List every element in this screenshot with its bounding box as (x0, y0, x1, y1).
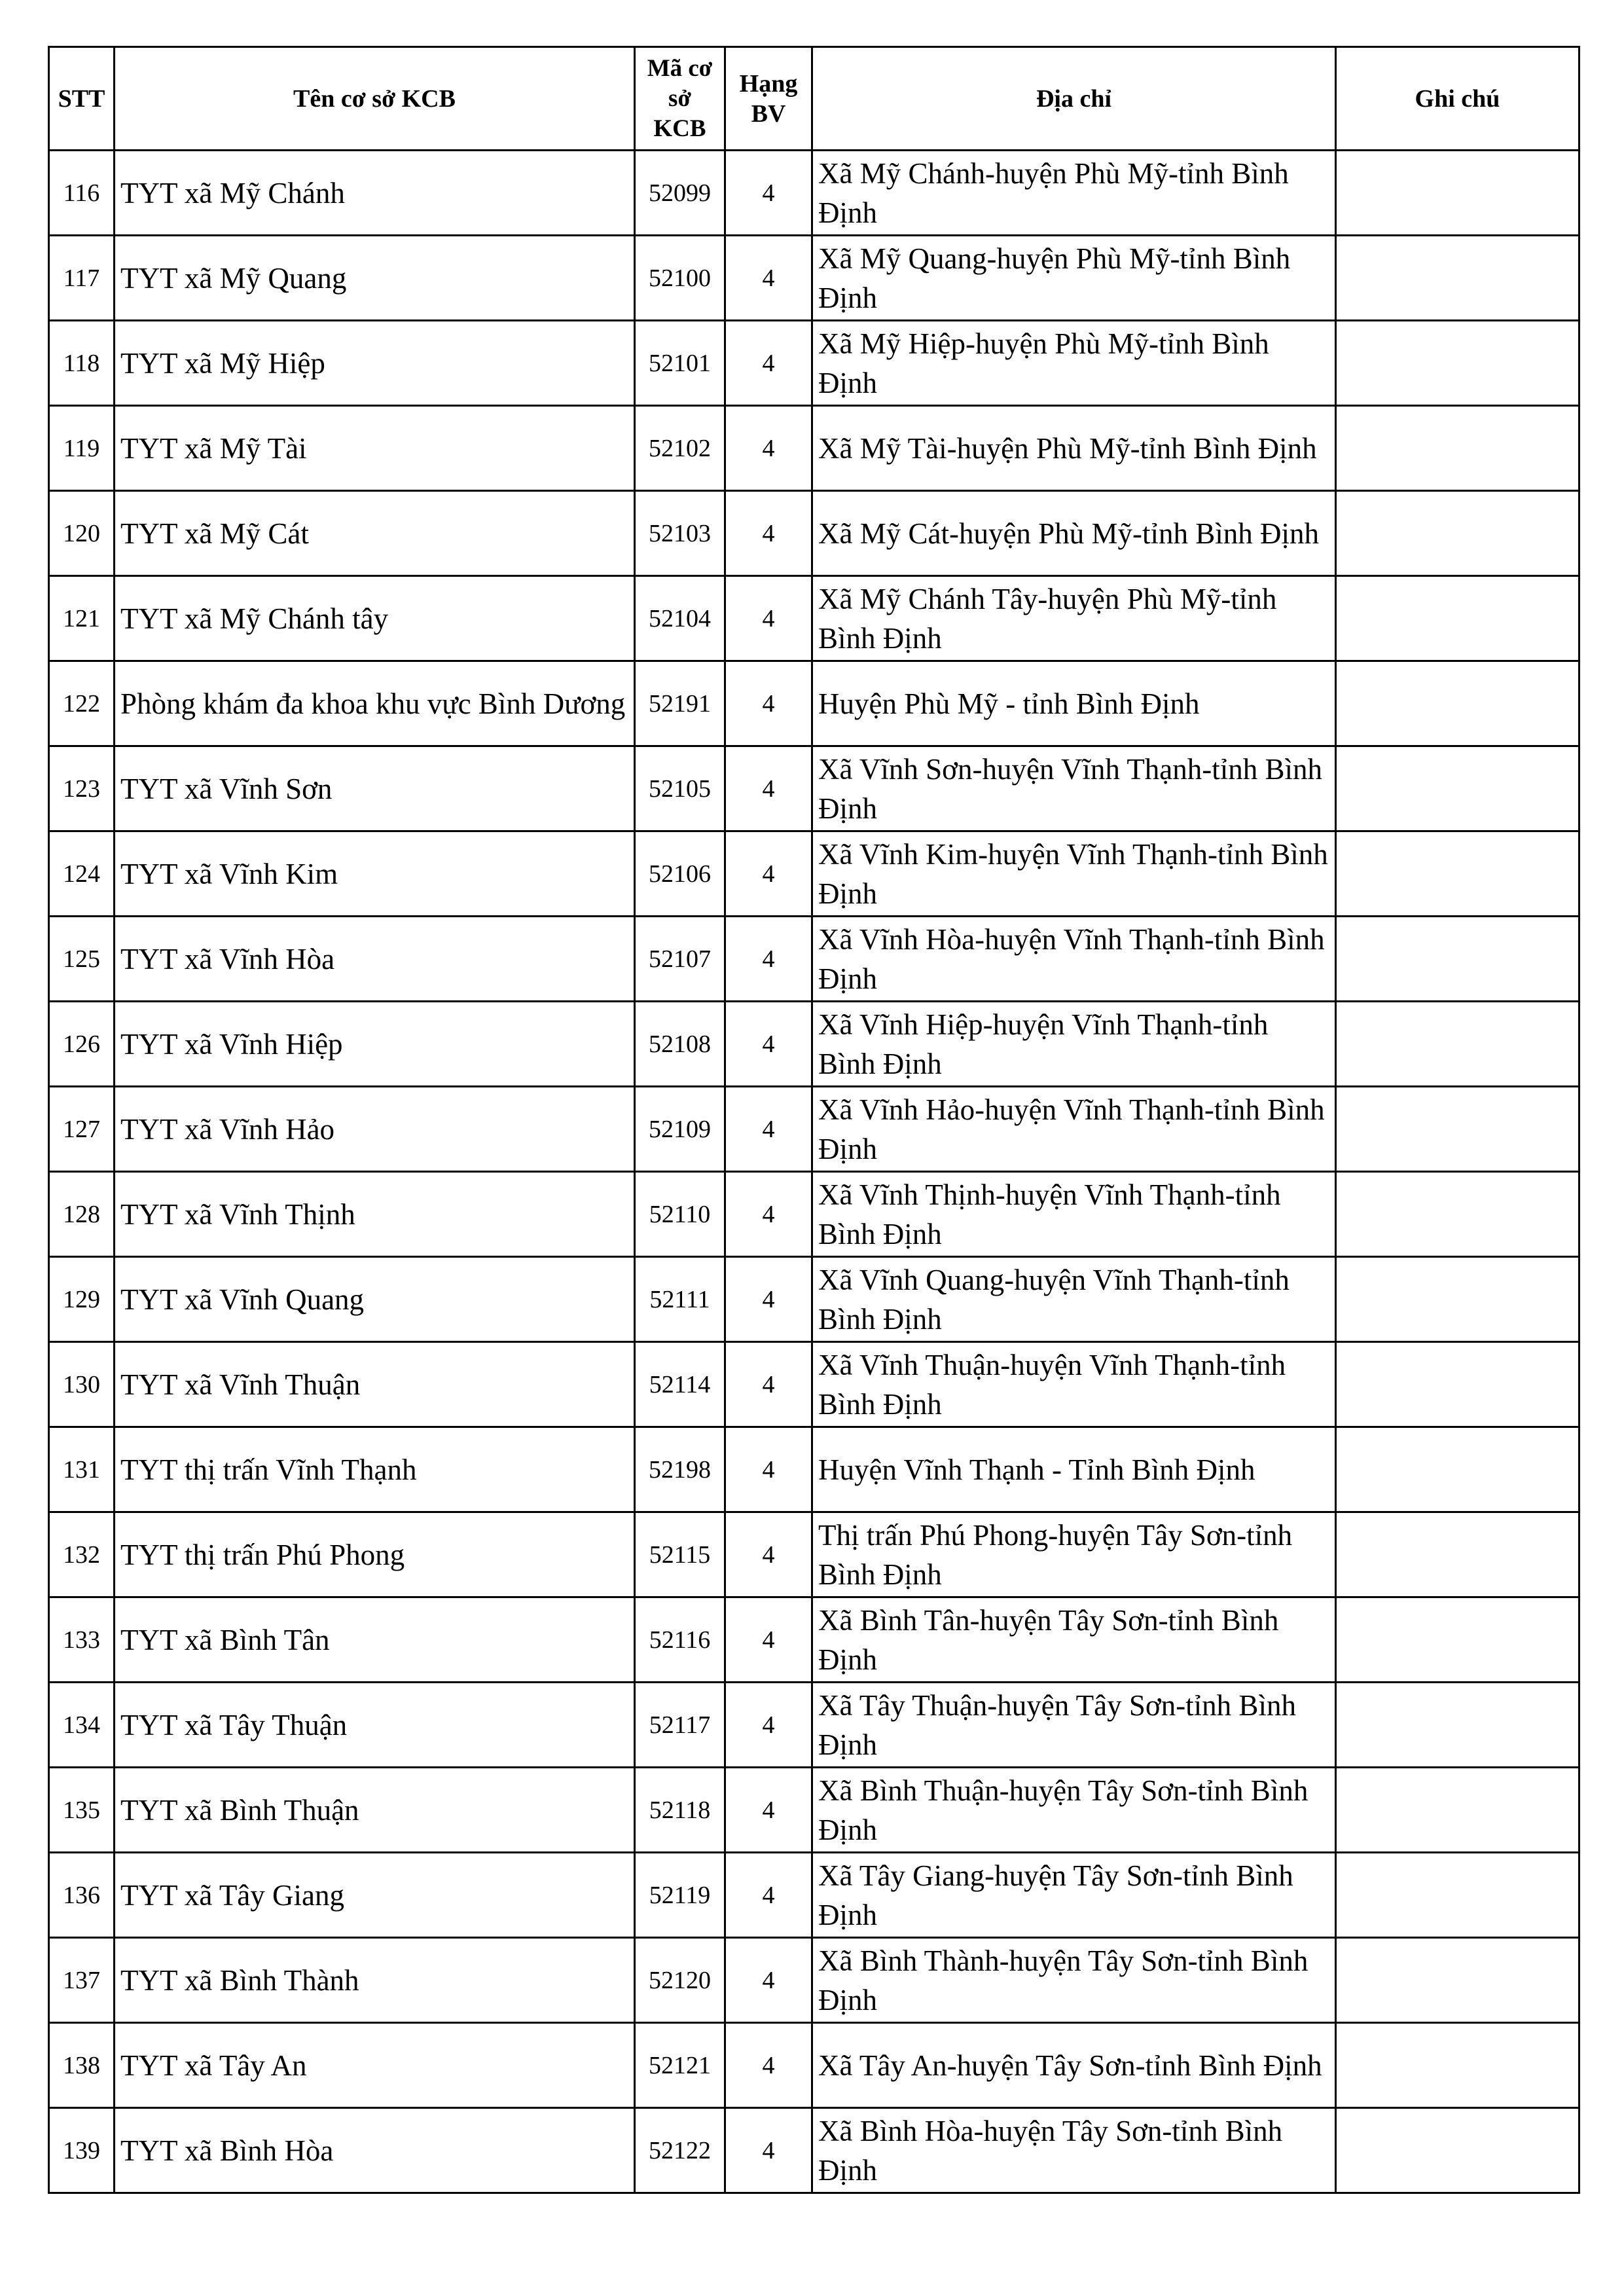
table-row (49, 406, 1579, 491)
note-cell (1336, 1002, 1579, 1087)
table-row (49, 1597, 1579, 1683)
address-cell: Xã Mỹ Tài-huyện Phù Mỹ-tỉnh Bình Định (812, 406, 1336, 491)
hospital-rank-cell: 4 (725, 1683, 812, 1768)
header-rank-line-1: Hạng (739, 69, 798, 98)
facility-code-cell: 52102 (635, 406, 725, 491)
address-cell: Xã Mỹ Chánh Tây-huyện Phù Mỹ-tỉnh Bình Định (812, 576, 1336, 661)
note-cell (1336, 1597, 1579, 1683)
row-stt-cell: 119 (49, 406, 115, 491)
table-body (49, 151, 1579, 2193)
facility-code-cell: 52108 (635, 1002, 725, 1087)
facility-name-cell: TYT xã Bình Thuận (115, 1768, 635, 1853)
row-stt-cell: 127 (49, 1087, 115, 1172)
row-stt-cell: 131 (49, 1427, 115, 1512)
hospital-rank-cell: 4 (725, 1853, 812, 1938)
facility-code-cell: 52101 (635, 321, 725, 406)
row-stt-cell: 125 (49, 917, 115, 1002)
row-stt-cell: 116 (49, 151, 115, 236)
address-cell: Xã Vĩnh Thuận-huyện Vĩnh Thạnh-tỉnh Bình Định (812, 1342, 1336, 1427)
row-stt-cell: 129 (49, 1257, 115, 1342)
note-cell (1336, 1683, 1579, 1768)
hospital-rank-cell: 4 (725, 1087, 812, 1172)
address-cell: Xã Bình Tân-huyện Tây Sơn-tỉnh Bình Định (812, 1597, 1336, 1683)
table-row (49, 2108, 1579, 2193)
facility-code-cell: 52107 (635, 917, 725, 1002)
facility-name-cell: TYT xã Tây Thuận (115, 1683, 635, 1768)
table-row (49, 1087, 1579, 1172)
row-stt-cell: 122 (49, 661, 115, 746)
hospital-rank-cell: 4 (725, 1512, 812, 1597)
note-cell (1336, 1257, 1579, 1342)
address-cell: Xã Vĩnh Sơn-huyện Vĩnh Thạnh-tỉnh Bình Định (812, 746, 1336, 831)
note-cell (1336, 661, 1579, 746)
address-cell: Xã Bình Thành-huyện Tây Sơn-tỉnh Bình Định (812, 1938, 1336, 2023)
note-cell (1336, 1087, 1579, 1172)
note-cell (1336, 321, 1579, 406)
facility-name-cell: TYT xã Vĩnh Hiệp (115, 1002, 635, 1087)
note-cell (1336, 1768, 1579, 1853)
row-stt-cell: 120 (49, 491, 115, 576)
table-row (49, 1768, 1579, 1853)
note-cell (1336, 406, 1579, 491)
row-stt-cell: 139 (49, 2108, 115, 2193)
row-stt-cell: 126 (49, 1002, 115, 1087)
table-row (49, 2023, 1579, 2108)
note-cell (1336, 2023, 1579, 2108)
hospital-rank-cell: 4 (725, 1427, 812, 1512)
hospital-rank-cell: 4 (725, 321, 812, 406)
facility-code-cell: 52121 (635, 2023, 725, 2108)
facility-name-cell: TYT xã Tây An (115, 2023, 635, 2108)
header-facility-name: Tên cơ sở KCB (115, 47, 635, 151)
facility-code-cell: 52106 (635, 831, 725, 917)
table-row (49, 661, 1579, 746)
facility-table (48, 46, 1580, 2194)
header-facility-code (635, 47, 725, 151)
hospital-rank-cell: 4 (725, 1768, 812, 1853)
note-cell (1336, 2108, 1579, 2193)
row-stt-cell: 121 (49, 576, 115, 661)
facility-code-cell: 52109 (635, 1087, 725, 1172)
address-cell: Huyện Vĩnh Thạnh - Tỉnh Bình Định (812, 1427, 1336, 1512)
document-page (48, 46, 1580, 2194)
facility-name-cell: TYT xã Vĩnh Quang (115, 1257, 635, 1342)
facility-name-cell: TYT xã Mỹ Tài (115, 406, 635, 491)
facility-code-cell: 52103 (635, 491, 725, 576)
table-row (49, 1938, 1579, 2023)
note-cell (1336, 1853, 1579, 1938)
table-row (49, 1853, 1579, 1938)
note-cell (1336, 1342, 1579, 1427)
row-stt-cell: 136 (49, 1853, 115, 1938)
hospital-rank-cell: 4 (725, 1597, 812, 1683)
note-cell (1336, 1427, 1579, 1512)
address-cell: Xã Bình Thuận-huyện Tây Sơn-tỉnh Bình Định (812, 1768, 1336, 1853)
table-row (49, 1257, 1579, 1342)
table-row (49, 1172, 1579, 1257)
facility-name-cell: TYT xã Mỹ Cát (115, 491, 635, 576)
header-rank-line-2: BV (751, 100, 786, 128)
address-cell: Xã Mỹ Chánh-huyện Phù Mỹ-tỉnh Bình Định (812, 151, 1336, 236)
address-cell: Huyện Phù Mỹ - tỉnh Bình Định (812, 661, 1336, 746)
note-cell (1336, 491, 1579, 576)
facility-code-cell: 52120 (635, 1938, 725, 2023)
table-row (49, 746, 1579, 831)
address-cell: Xã Bình Hòa-huyện Tây Sơn-tỉnh Bình Định (812, 2108, 1336, 2193)
row-stt-cell: 135 (49, 1768, 115, 1853)
header-stt: STT (49, 47, 115, 151)
table-row (49, 1427, 1579, 1512)
note-cell (1336, 917, 1579, 1002)
row-stt-cell: 130 (49, 1342, 115, 1427)
note-cell (1336, 1512, 1579, 1597)
hospital-rank-cell: 4 (725, 491, 812, 576)
table-row (49, 1002, 1579, 1087)
header-hospital-rank (725, 47, 812, 151)
address-cell: Xã Mỹ Cát-huyện Phù Mỹ-tỉnh Bình Định (812, 491, 1336, 576)
facility-code-cell: 52110 (635, 1172, 725, 1257)
row-stt-cell: 134 (49, 1683, 115, 1768)
note-cell (1336, 576, 1579, 661)
address-cell: Xã Tây Thuận-huyện Tây Sơn-tỉnh Bình Định (812, 1683, 1336, 1768)
facility-name-cell: TYT xã Vĩnh Hảo (115, 1087, 635, 1172)
facility-code-cell: 52114 (635, 1342, 725, 1427)
facility-code-cell: 52119 (635, 1853, 725, 1938)
address-cell: Xã Tây An-huyện Tây Sơn-tỉnh Bình Định (812, 2023, 1336, 2108)
table-header (49, 47, 1579, 151)
row-stt-cell: 137 (49, 1938, 115, 2023)
hospital-rank-cell: 4 (725, 917, 812, 1002)
facility-code-cell: 52117 (635, 1683, 725, 1768)
hospital-rank-cell: 4 (725, 151, 812, 236)
hospital-rank-cell: 4 (725, 1172, 812, 1257)
hospital-rank-cell: 4 (725, 236, 812, 321)
facility-name-cell: TYT xã Mỹ Quang (115, 236, 635, 321)
facility-code-cell: 52198 (635, 1427, 725, 1512)
hospital-rank-cell: 4 (725, 1257, 812, 1342)
address-cell: Xã Vĩnh Hòa-huyện Vĩnh Thạnh-tỉnh Bình Định (812, 917, 1336, 1002)
row-stt-cell: 123 (49, 746, 115, 831)
row-stt-cell: 128 (49, 1172, 115, 1257)
address-cell: Xã Vĩnh Quang-huyện Vĩnh Thạnh-tỉnh Bình Định (812, 1257, 1336, 1342)
address-cell: Xã Mỹ Quang-huyện Phù Mỹ-tỉnh Bình Định (812, 236, 1336, 321)
row-stt-cell: 124 (49, 831, 115, 917)
address-cell: Thị trấn Phú Phong-huyện Tây Sơn-tỉnh Bình Định (812, 1512, 1336, 1597)
hospital-rank-cell: 4 (725, 2108, 812, 2193)
table-row (49, 917, 1579, 1002)
facility-code-cell: 52116 (635, 1597, 725, 1683)
address-cell: Xã Vĩnh Hiệp-huyện Vĩnh Thạnh-tỉnh Bình Định (812, 1002, 1336, 1087)
facility-name-cell: TYT xã Vĩnh Sơn (115, 746, 635, 831)
table-row (49, 491, 1579, 576)
note-cell (1336, 151, 1579, 236)
note-cell (1336, 1172, 1579, 1257)
facility-name-cell: TYT xã Bình Hòa (115, 2108, 635, 2193)
facility-name-cell: TYT thị trấn Phú Phong (115, 1512, 635, 1597)
row-stt-cell: 132 (49, 1512, 115, 1597)
table-row (49, 1342, 1579, 1427)
header-note: Ghi chú (1336, 47, 1579, 151)
facility-name-cell: TYT xã Mỹ Chánh tây (115, 576, 635, 661)
hospital-rank-cell: 4 (725, 2023, 812, 2108)
facility-name-cell: TYT xã Mỹ Chánh (115, 151, 635, 236)
row-stt-cell: 117 (49, 236, 115, 321)
facility-code-cell: 52122 (635, 2108, 725, 2193)
header-row (49, 47, 1579, 151)
hospital-rank-cell: 4 (725, 406, 812, 491)
address-cell: Xã Vĩnh Hảo-huyện Vĩnh Thạnh-tỉnh Bình Định (812, 1087, 1336, 1172)
hospital-rank-cell: 4 (725, 746, 812, 831)
row-stt-cell: 138 (49, 2023, 115, 2108)
facility-code-cell: 52100 (635, 236, 725, 321)
facility-name-cell: TYT xã Bình Thành (115, 1938, 635, 2023)
row-stt-cell: 133 (49, 1597, 115, 1683)
table-row (49, 321, 1579, 406)
header-code-line-1: Mã cơ (647, 54, 713, 82)
note-cell (1336, 1938, 1579, 2023)
facility-code-cell: 52104 (635, 576, 725, 661)
facility-code-cell: 52115 (635, 1512, 725, 1597)
address-cell: Xã Mỹ Hiệp-huyện Phù Mỹ-tỉnh Bình Định (812, 321, 1336, 406)
facility-name-cell: TYT xã Vĩnh Thuận (115, 1342, 635, 1427)
hospital-rank-cell: 4 (725, 661, 812, 746)
hospital-rank-cell: 4 (725, 1002, 812, 1087)
facility-code-cell: 52111 (635, 1257, 725, 1342)
hospital-rank-cell: 4 (725, 831, 812, 917)
facility-code-cell: 52099 (635, 151, 725, 236)
facility-name-cell: TYT xã Bình Tân (115, 1597, 635, 1683)
table-row (49, 831, 1579, 917)
note-cell (1336, 746, 1579, 831)
address-cell: Xã Tây Giang-huyện Tây Sơn-tỉnh Bình Định (812, 1853, 1336, 1938)
facility-name-cell: TYT xã Vĩnh Thịnh (115, 1172, 635, 1257)
facility-code-cell: 52118 (635, 1768, 725, 1853)
row-stt-cell: 118 (49, 321, 115, 406)
address-cell: Xã Vĩnh Thịnh-huyện Vĩnh Thạnh-tỉnh Bình Định (812, 1172, 1336, 1257)
facility-code-cell: 52191 (635, 661, 725, 746)
table-row (49, 1683, 1579, 1768)
facility-code-cell: 52105 (635, 746, 725, 831)
address-cell: Xã Vĩnh Kim-huyện Vĩnh Thạnh-tỉnh Bình Định (812, 831, 1336, 917)
header-code-line-2: sở (668, 84, 691, 112)
header-code-line-3: KCB (653, 115, 706, 142)
hospital-rank-cell: 4 (725, 1342, 812, 1427)
facility-name-cell: TYT xã Vĩnh Kim (115, 831, 635, 917)
note-cell (1336, 236, 1579, 321)
header-address: Địa chỉ (812, 47, 1336, 151)
table-row (49, 1512, 1579, 1597)
note-cell (1336, 831, 1579, 917)
table-row (49, 151, 1579, 236)
facility-name-cell: Phòng khám đa khoa khu vực Bình Dương (115, 661, 635, 746)
facility-name-cell: TYT xã Tây Giang (115, 1853, 635, 1938)
hospital-rank-cell: 4 (725, 576, 812, 661)
facility-name-cell: TYT xã Vĩnh Hòa (115, 917, 635, 1002)
hospital-rank-cell: 4 (725, 1938, 812, 2023)
facility-name-cell: TYT xã Mỹ Hiệp (115, 321, 635, 406)
table-row (49, 576, 1579, 661)
table-row (49, 236, 1579, 321)
facility-name-cell: TYT thị trấn Vĩnh Thạnh (115, 1427, 635, 1512)
